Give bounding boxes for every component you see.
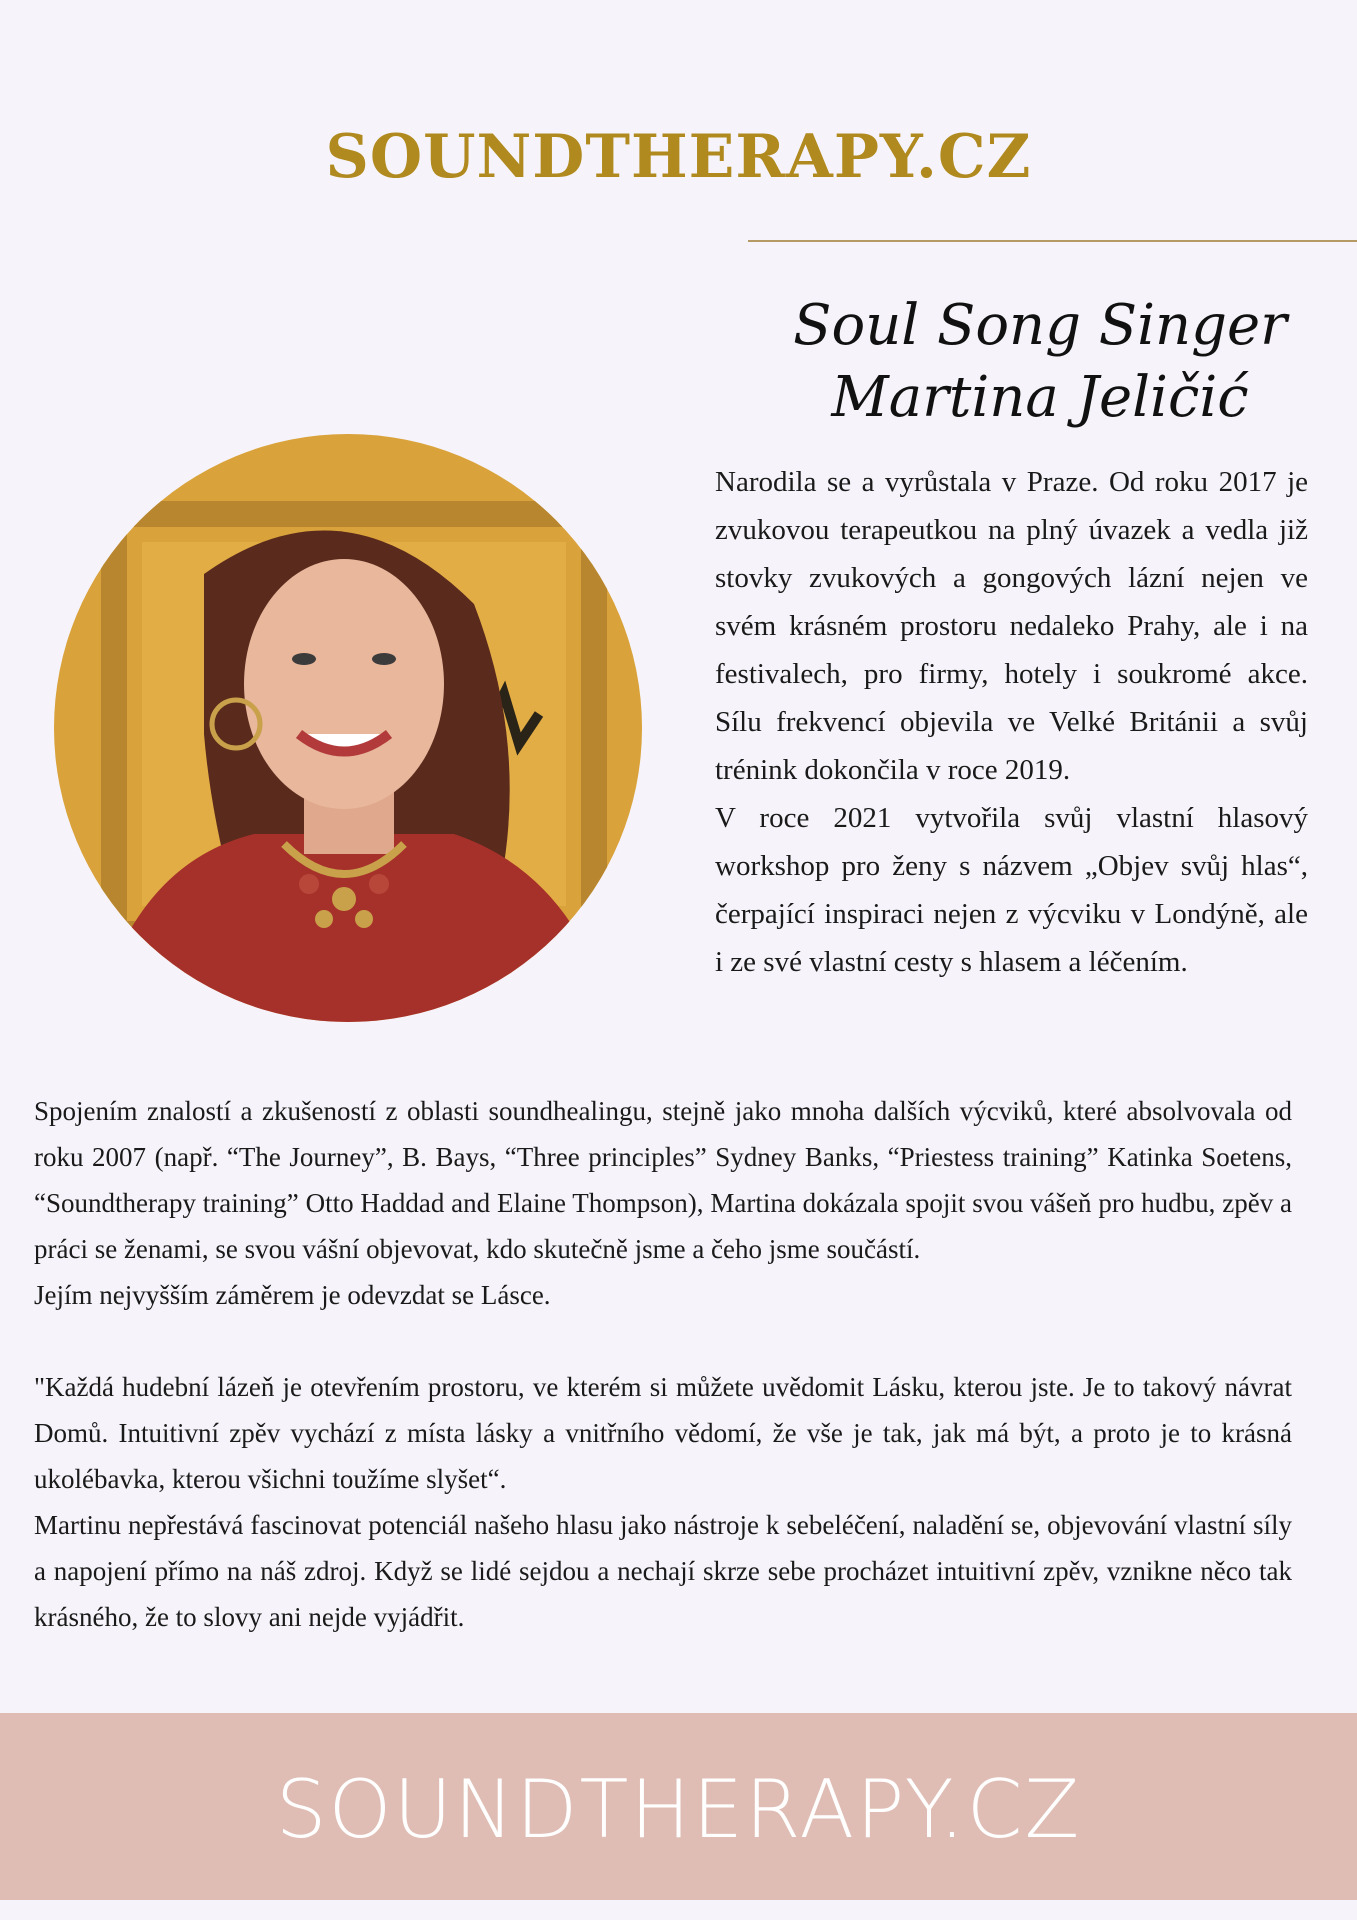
quote-paragraph: "Každá hudební lázeň je otevřením prostoru, ve kterém si můžete uvědomit Lásku, kterou jste. Je to takový návrat Domů. Intuitivní zpěv vychází z místa lásky a vnitřního vědomí, že vše je tak, jak má být, a proto je to krásná ukolébavka, kterou všichni toužíme slyšet“.	[34, 1372, 1292, 1494]
body-paragraph-3: Martinu nepřestává fascinovat potenciál našeho hlasu jako nástroje k sebeléčení, naladění se, objevování vlastní síly a napojení přímo na náš zdroj. Když se lidé sejdou a nechají skrze sebe procházet intuitivní zpěv, vznikne něco tak krásného, že to slovy ani nejde vyjádřit.	[34, 1510, 1292, 1632]
spacer	[34, 1318, 1292, 1364]
body-text	[34, 1088, 1292, 1640]
intro-paragraph-2: V roce 2021 vytvořila svůj vlastní hlasový workshop pro ženy s názvem „Objev svůj hlas“, čerpající inspiraci nejen z výcviku v Londýně, ale i ze své vlastní cesty s hlasem a léčením.	[715, 802, 1308, 978]
title-line-2: Martina Jeličić	[831, 365, 1249, 430]
portrait-photo	[54, 434, 642, 1022]
footer-logo: SOUNDTHERAPY.CZ	[275, 1763, 1082, 1856]
body-paragraph-2: Jejím nejvyšším záměrem je odevzdat se Lásce.	[34, 1280, 551, 1310]
body-paragraph-1: Spojením znalostí a zkušeností z oblasti soundhealingu, stejně jako mnoha dalších výcviků, které absolvovala od roku 2007 (např. “The Journey”, B. Bays, “Three principles” Sydney Banks, “Priestess training” Katinka Soetens, “Soundtherapy training” Otto Haddad and Elaine Thompson), Martina dokázala spojit svou vášeň pro hudbu, zpěv a práci se ženami, se svou vášní objevovat, kdo skutečně jsme a čeho jsme součástí.	[34, 1096, 1292, 1264]
title-line-1: Soul Song Singer	[793, 293, 1287, 358]
page-title	[740, 290, 1340, 434]
intro-text	[715, 458, 1308, 986]
intro-paragraph-1: Narodila se a vyrůstala v Praze. Od roku 2017 je zvukovou terapeutkou na plný úvazek a vedla již stovky zvukových a gongových lázní nejen ve svém krásném prostoru nedaleko Prahy, ale i na festivalech, pro firmy, hotely i soukromé akce. Sílu frekvencí objevila ve Velké Británii a svůj trénink dokončila v roce 2019.	[715, 466, 1308, 786]
header-logo: SOUNDTHERAPY.CZ	[325, 122, 1032, 192]
header-divider	[748, 240, 1357, 242]
